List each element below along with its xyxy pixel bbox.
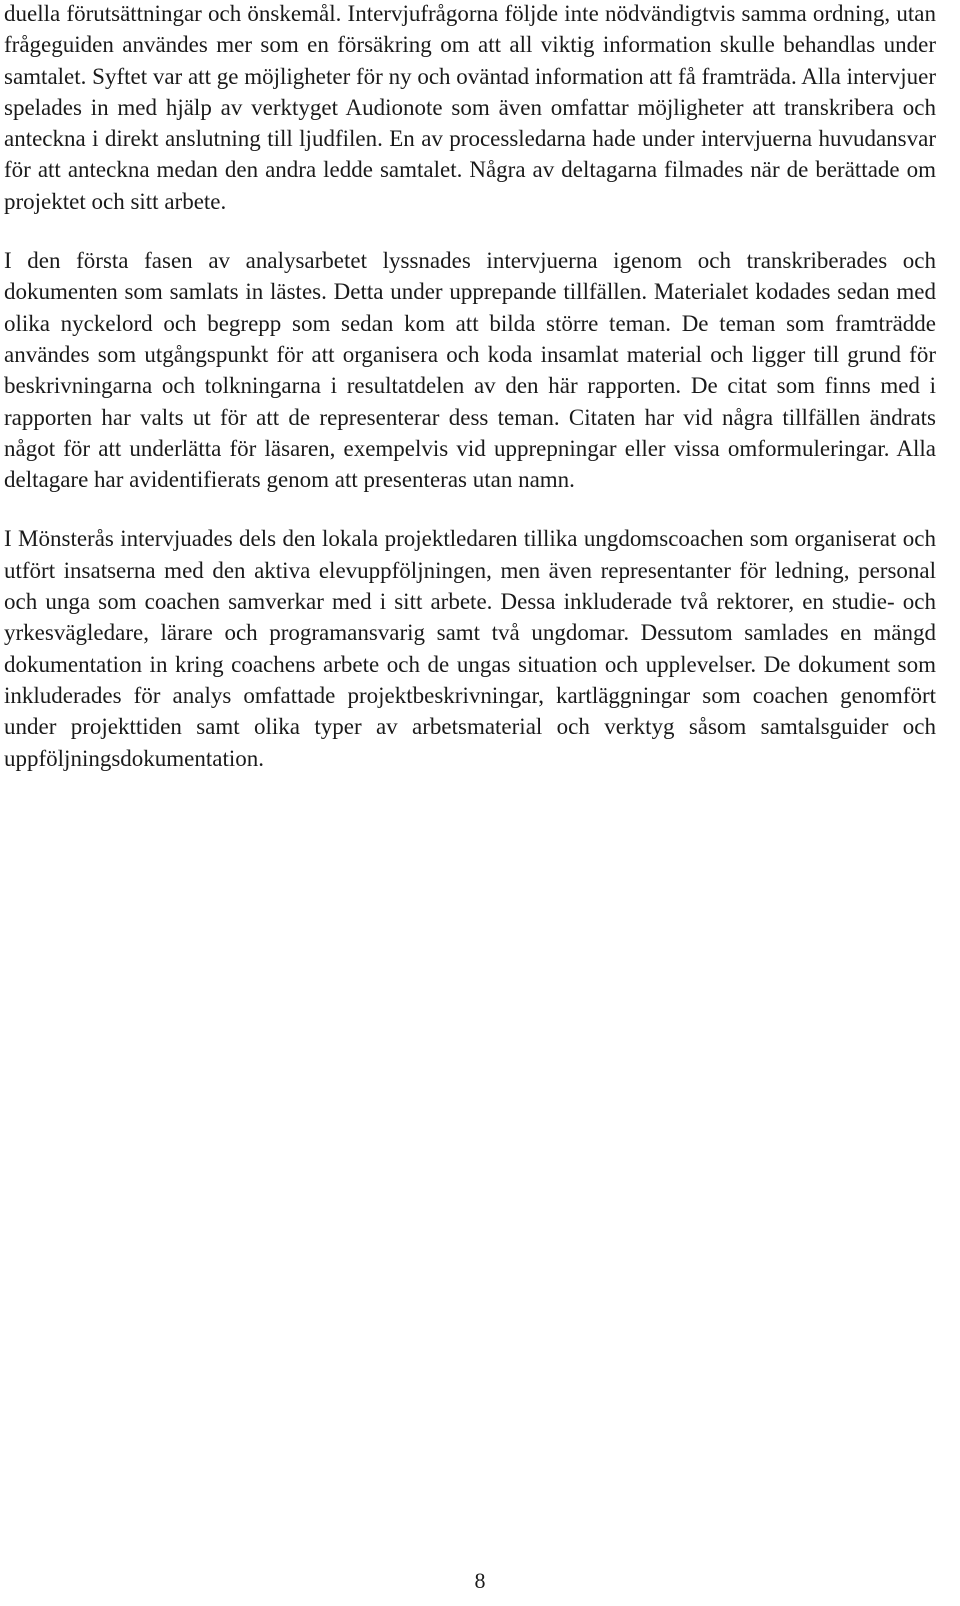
body-text bbox=[4, 0, 936, 774]
paragraph-monsteras: I Mönsterås intervjuades dels den lokala projektledaren tillika ungdomscoachen som organiserat och utfört insatserna med den aktiva elevuppföljningen, men även representanter för ledning, personal och unga som coachen samverkar med i sitt arbete. Dessa inkluderade två rektorer, en studie- och yrkesvägledare, lärare och programansvarig samt två ungdomar. Dessutom samlades en mängd dokumentation in kring coachens arbete och de ungas situation och upplevelser. De dokument som inkluderades för analys omfattade projektbeskrivningar, kartläggningar som coachen genomfört under projekttiden samt olika typer av arbetsmaterial och verktyg såsom samtalsguider och uppföljningsdokumentation. bbox=[4, 526, 936, 771]
page-number: 8 bbox=[474, 1568, 486, 1593]
paragraph-method-interviews: duella förutsättningar och önskemål. Intervjufrågorna följde inte nödvändigtvis samma ordning, utan frågeguiden användes mer som en försäkring om att all viktig information skulle behandlas under samtalet. Syftet var att ge möjligheter för ny och oväntad information att få framträda. Alla intervjuer spelades in med hjälp av verktyget Audionote som även omfattar möjligheter att transkribera och anteckna i direkt anslutning till ljudfilen. En av processledarna hade under intervjuerna huvudansvar för att anteckna medan den andra ledde samtalet. Några av deltagarna filmades när de berättade om projektet och sitt arbete. bbox=[4, 1, 936, 214]
paragraph-analysis: I den första fasen av analysarbetet lyssnades intervjuerna igenom och transkriberades och dokumenten som samlats in lästes. Detta under upprepande tillfällen. Materialet kodades sedan med olika nyckelord och begrepp som sedan kom att bilda större teman. De teman som framträdde användes som utgångspunkt för att organisera och koda insamlat material och ligger till grund för beskrivningarna och tolkningarna i resultatdelen av den här rapporten. De citat som finns med i rapporten har valts ut för att de representerar dess teman. Citaten har vid några tillfällen ändrats något för att underlätta för läsaren, exempelvis vid upprepningar eller vissa omformuleringar. Alla deltagare har avidentifierats genom att presenteras utan namn. bbox=[4, 248, 936, 493]
